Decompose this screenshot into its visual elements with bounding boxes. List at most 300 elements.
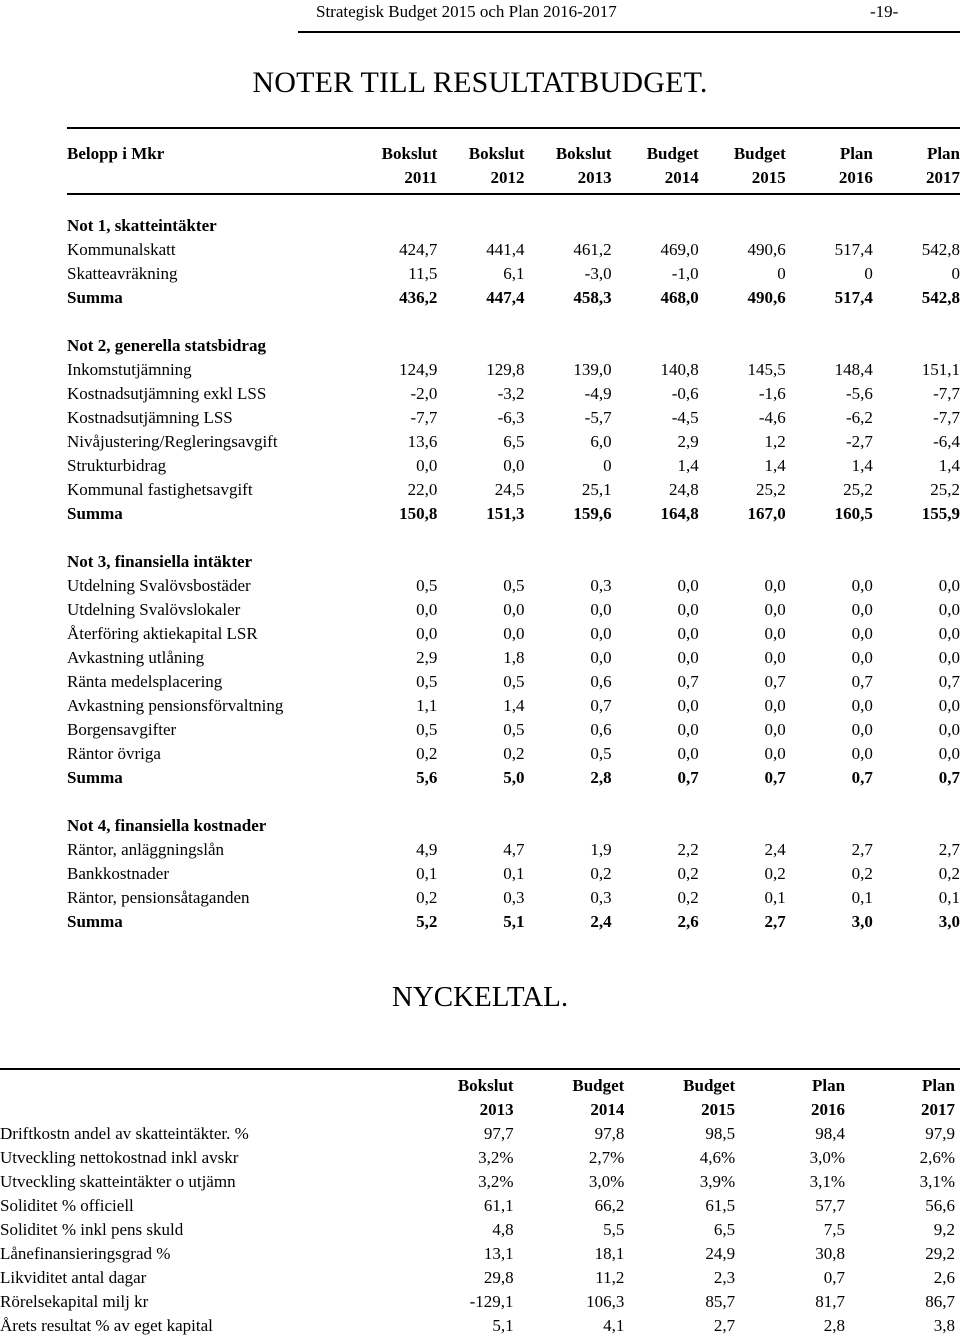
row-value: 0,5 [416,576,438,595]
row-value: 490,6 [747,240,786,259]
row-value: 0,0 [764,576,786,595]
row-label: Strukturbidrag [67,456,167,475]
row-label: Borgensavgifter [67,720,177,739]
row-value: 0,2 [938,864,960,883]
table-row [67,598,960,622]
kpi-value: 86,7 [925,1292,955,1311]
row-value: 0,2 [677,864,699,883]
kpi-value: 3,1% [809,1172,846,1191]
kpi-row [0,1314,955,1338]
kpi-value: 3,9% [699,1172,736,1191]
row-value: 6,1 [503,264,525,283]
row-value: 0 [864,264,873,283]
row-value: 0,0 [677,576,699,595]
row-value: 0,0 [677,600,699,619]
kpi-value: 98,5 [705,1124,736,1143]
row-label: Räntor, pensionsåtaganden [67,888,250,907]
spacer [67,790,350,814]
row-value: 0,7 [764,672,786,691]
section-title-row [67,814,960,838]
sum-row [67,766,960,790]
sum-value: 155,9 [921,504,960,523]
row-value: 0,0 [851,648,873,667]
kpi-value: 4,6% [699,1148,736,1167]
row-value: -6,4 [933,432,960,451]
row-label: Räntor övriga [67,744,161,763]
kpi-value: 66,2 [594,1196,625,1215]
row-value: 0,0 [503,624,525,643]
row-value: 0,0 [764,744,786,763]
section-title: Not 4, finansiella kostnader [67,816,267,835]
kpi-label: Likviditet antal dagar [0,1268,147,1287]
row-value: 0,0 [677,720,699,739]
sum-value: 436,2 [399,288,438,307]
kpi-row [0,1218,955,1242]
kpi-top-rule [0,1068,960,1070]
row-value: 461,2 [573,240,612,259]
row-value: 0 [951,264,960,283]
row-value: 0,0 [416,456,438,475]
kpi-value: 97,9 [925,1124,955,1143]
sum-value: 150,8 [399,504,438,523]
row-label: Avkastning utlåning [67,648,205,667]
row-label: Kommunalskatt [67,240,176,259]
section-title: Not 1, skatteintäkter [67,216,217,235]
kpi-value: 2,7% [588,1148,625,1167]
table-row [67,262,960,286]
row-value: 0,1 [764,888,786,907]
kpi-column-year: 2013 [479,1100,514,1119]
row-value: 0,0 [938,648,960,667]
row-value: 1,1 [416,696,438,715]
table-row [67,886,960,910]
sum-label: Summa [67,504,123,523]
spacer [67,190,350,214]
row-value: 0,5 [416,720,438,739]
kpi-value: 2,6% [919,1148,955,1167]
column-year: 2014 [664,168,699,187]
kpi-header-row [0,1074,955,1098]
row-value: 0,2 [677,888,699,907]
row-value: 1,8 [503,648,525,667]
column-header: Plan [839,144,873,163]
row-value: -3,0 [584,264,612,283]
section-title-row [67,214,960,238]
kpi-column-year: 2014 [590,1100,625,1119]
sum-value: 159,6 [573,504,612,523]
sum-value: 542,8 [921,288,960,307]
row-value: -7,7 [410,408,438,427]
kpi-value: 9,2 [933,1220,955,1239]
row-label: Bankkostnader [67,864,169,883]
spacer-row [67,190,960,214]
row-value: 0,7 [677,672,699,691]
row-value: -1,6 [758,384,786,403]
table-row [67,718,960,742]
section-title: Not 3, finansiella intäkter [67,552,253,571]
row-value: 0,0 [764,696,786,715]
row-value: 0,3 [590,576,612,595]
kpi-value: 57,7 [815,1196,846,1215]
kpi-row [0,1170,955,1194]
row-label: Räntor, anläggningslån [67,840,225,859]
row-value: 1,9 [590,840,612,859]
table-top-rule [67,127,960,129]
table-row [67,382,960,406]
row-value: 0,1 [416,864,438,883]
row-value: 0,7 [851,672,873,691]
kpi-label: Lånefinansieringsgrad % [0,1244,171,1263]
row-value: 469,0 [660,240,699,259]
row-value: 0,0 [851,624,873,643]
kpi-label: Soliditet % inkl pens skuld [0,1220,184,1239]
row-value: 24,5 [494,480,525,499]
row-value: 140,8 [660,360,699,379]
section-title-row [67,550,960,574]
table-row [67,622,960,646]
kpi-column-header: Plan [811,1076,846,1095]
row-value: 0,3 [590,888,612,907]
spacer-row [67,790,960,814]
row-value: 129,8 [486,360,525,379]
kpi-value: 97,8 [594,1124,625,1143]
table-row [67,238,960,262]
kpi-value: 4,1 [603,1316,625,1335]
kpi-value: 2,6 [933,1268,955,1287]
kpi-value: 11,2 [595,1268,625,1287]
kpi-label: Utveckling nettokostnad inkl avskr [0,1148,239,1167]
kpi-value: 61,1 [483,1196,514,1215]
kpi-value: 29,8 [483,1268,514,1287]
kpi-column-header: Budget [683,1076,736,1095]
row-label: Utdelning Svalövslokaler [67,600,241,619]
column-year: 2017 [926,168,960,187]
row-value: 2,9 [416,648,438,667]
row-value: 0,5 [590,744,612,763]
kpi-column-header: Budget [572,1076,625,1095]
column-header: Bokslut [468,144,525,163]
table-row [67,478,960,502]
column-header: Budget [646,144,699,163]
sum-row [67,286,960,310]
sum-value: 0,7 [677,768,699,787]
row-value: 139,0 [573,360,612,379]
row-value: 1,4 [938,456,960,475]
header-title: Strategisk Budget 2015 och Plan 2016-2017 [316,2,617,21]
row-value: 6,0 [590,432,612,451]
row-value: 2,2 [677,840,699,859]
row-value: 0,0 [416,624,438,643]
row-value: 0,6 [590,672,612,691]
kpi-row [0,1146,955,1170]
sum-value: 0,7 [851,768,873,787]
kpi-value: 2,8 [823,1316,846,1335]
row-value: 25,2 [756,480,786,499]
row-value: 22,0 [407,480,438,499]
spacer-row [67,310,960,334]
kpi-value: 2,3 [713,1268,736,1287]
row-label: Nivåjustering/Regleringsavgift [67,432,278,451]
row-value: 0,0 [851,696,873,715]
row-value: 0,0 [938,744,960,763]
kpi-value: -129,1 [469,1292,514,1311]
row-value: 0,0 [503,600,525,619]
kpi-label: Årets resultat % av eget kapital [0,1316,213,1335]
sum-value: 468,0 [660,288,699,307]
kpi-column-year: 2016 [811,1100,846,1119]
sum-row [67,502,960,526]
sum-value: 490,6 [747,288,786,307]
row-value: 2,4 [764,840,786,859]
kpi-value: 3,8 [933,1316,955,1335]
row-value: 0,2 [416,744,438,763]
row-value: 0,7 [938,672,960,691]
row-value: -6,2 [845,408,873,427]
row-value: 0,0 [590,624,612,643]
kpi-value: 6,5 [713,1220,736,1239]
row-value: 0,0 [938,624,960,643]
section-title: Not 2, generella statsbidrag [67,336,266,355]
sum-value: 2,6 [677,912,699,931]
row-value: 0,7 [590,696,612,715]
row-label: Kommunal fastighetsavgift [67,480,253,499]
row-value: 0,0 [938,696,960,715]
row-value: 0 [603,456,612,475]
sum-value: 0,7 [938,768,960,787]
row-value: 0,2 [764,864,786,883]
row-value: -4,9 [584,384,612,403]
table-row [67,862,960,886]
row-value: -3,2 [497,384,525,403]
row-value: 0,0 [590,600,612,619]
row-value: -0,6 [671,384,699,403]
kpi-header-blank [0,1074,399,1098]
row-value: 0,0 [764,720,786,739]
table-row [67,838,960,862]
kpi-value: 24,9 [705,1244,736,1263]
table-row [67,358,960,382]
sum-value: 5,0 [503,768,525,787]
sum-label: Summa [67,912,123,931]
kpi-value: 2,7 [713,1316,736,1335]
row-label: Ränta medelsplacering [67,672,223,691]
kpi-value: 56,6 [925,1196,955,1215]
sum-value: 3,0 [938,912,960,931]
sum-value: 160,5 [834,504,873,523]
kpi-title: NYCKELTAL. [391,981,569,1013]
kpi-value: 3,1% [919,1172,955,1191]
sum-value: 517,4 [834,288,873,307]
row-value: -4,5 [671,408,699,427]
column-year: 2013 [577,168,612,187]
sum-value: 5,1 [503,912,525,931]
row-value: 0,0 [677,696,699,715]
row-value: 25,2 [930,480,960,499]
sum-value: 167,0 [747,504,786,523]
sum-value: 447,4 [486,288,525,307]
row-value: -2,0 [410,384,438,403]
row-value: 0,0 [938,720,960,739]
row-value: -6,3 [497,408,525,427]
sum-value: 5,2 [416,912,438,931]
table-row [67,454,960,478]
kpi-value: 4,8 [492,1220,514,1239]
kpi-value: 3,2% [478,1148,514,1167]
kpi-label: Utveckling skatteintäkter o utjämn [0,1172,236,1191]
kpi-value: 5,1 [492,1316,514,1335]
sum-row [67,910,960,934]
sum-value: 3,0 [851,912,873,931]
row-value: 1,4 [851,456,873,475]
row-value: -5,6 [845,384,873,403]
sum-label: Summa [67,768,123,787]
sum-value: 5,6 [416,768,438,787]
row-value: 25,1 [581,480,612,499]
kpi-row [0,1290,955,1314]
row-value: 0,2 [416,888,438,907]
row-value: 6,5 [503,432,525,451]
row-value: 0,0 [851,744,873,763]
results-notes-table [67,142,960,934]
row-value: 0,0 [764,648,786,667]
table-row [67,406,960,430]
column-year: 2011 [404,168,438,187]
row-label: Skatteavräkning [67,264,178,283]
row-value: 25,2 [843,480,873,499]
row-value: 0,1 [938,888,960,907]
row-value: 0,0 [503,456,525,475]
kpi-value: 13,1 [483,1244,514,1263]
sum-value: 0,7 [764,768,786,787]
kpi-column-header: Bokslut [457,1076,514,1095]
row-label: Avkastning pensionsförvaltning [67,696,284,715]
row-value: 0,0 [590,648,612,667]
kpi-value: 98,4 [815,1124,846,1143]
table-row [67,742,960,766]
row-value: 0,2 [503,744,525,763]
table-row [67,694,960,718]
spacer [67,310,350,334]
column-header: Bokslut [555,144,612,163]
kpi-value: 5,5 [603,1220,625,1239]
column-header: Plan [926,144,960,163]
row-value: 124,9 [399,360,438,379]
row-value: 0,2 [590,864,612,883]
kpi-label: Driftkostn andel av skatteintäkter. % [0,1124,249,1143]
row-value: 2,7 [938,840,960,859]
row-value: 0,0 [938,576,960,595]
row-value: 0,1 [851,888,873,907]
row-value: 0,6 [590,720,612,739]
kpi-header-blank [0,1098,399,1122]
kpi-value: 30,8 [815,1244,846,1263]
kpi-value: 7,5 [823,1220,846,1239]
kpi-value: 106,3 [586,1292,625,1311]
row-value: 13,6 [407,432,438,451]
row-value: 0,0 [677,744,699,763]
row-value: 1,4 [677,456,699,475]
row-label: Utdelning Svalövsbostäder [67,576,251,595]
row-label: Inkomstutjämning [67,360,192,379]
row-value: 542,8 [921,240,960,259]
row-value: 151,1 [921,360,960,379]
kpi-value: 3,0% [588,1172,625,1191]
kpi-value: 0,7 [823,1268,846,1287]
row-value: 0,0 [764,624,786,643]
page-title: NOTER TILL RESULTATBUDGET. [252,66,708,99]
row-value: 11,5 [408,264,438,283]
row-value: 0,5 [503,576,525,595]
row-value: 148,4 [834,360,873,379]
row-value: 0,0 [416,600,438,619]
kpi-value: 85,7 [705,1292,736,1311]
kpi-row [0,1194,955,1218]
column-header: Budget [733,144,786,163]
row-value: 424,7 [399,240,438,259]
kpi-value: 81,7 [815,1292,846,1311]
kpi-header-row [0,1098,955,1122]
sum-value: 151,3 [486,504,525,523]
column-year: 2016 [838,168,873,187]
kpi-value: 3,2% [478,1172,514,1191]
row-value: 0,0 [851,720,873,739]
section-title-row [67,334,960,358]
row-value: 517,4 [834,240,873,259]
row-value: -5,7 [584,408,612,427]
table-row [67,670,960,694]
header-blank [67,166,350,190]
spacer [67,526,350,550]
kpi-row [0,1266,955,1290]
sum-label: Summa [67,288,123,307]
sum-value: 2,7 [764,912,786,931]
row-value: 4,7 [503,840,525,859]
spacer-row [67,526,960,550]
row-label: Kostnadsutjämning exkl LSS [67,384,267,403]
page-header [0,0,960,40]
row-value: 0,5 [503,672,525,691]
table-row [67,574,960,598]
row-value: 0 [777,264,786,283]
kpi-column-year: 2015 [701,1100,736,1119]
row-value: -7,7 [933,408,960,427]
row-value: 145,5 [747,360,786,379]
kpi-column-year: 2017 [921,1100,955,1119]
table-row [67,430,960,454]
kpi-label: Soliditet % officiell [0,1196,134,1215]
kpi-value: 3,0% [809,1148,846,1167]
row-value: 0,2 [851,864,873,883]
column-year: 2012 [490,168,525,187]
kpi-value: 29,2 [925,1244,955,1263]
key-figures-table [0,1074,955,1338]
row-value: 1,4 [503,696,525,715]
table-row [67,646,960,670]
row-value: 2,7 [851,840,873,859]
column-year: 2015 [751,168,786,187]
row-value: 0,0 [851,600,873,619]
row-value: 0,0 [851,576,873,595]
kpi-value: 97,7 [483,1124,514,1143]
row-value: -4,6 [758,408,786,427]
row-value: 0,0 [677,648,699,667]
header-rule [298,31,960,33]
row-value: 0,3 [503,888,525,907]
header-label: Belopp i Mkr [67,144,165,163]
column-header: Bokslut [381,144,438,163]
row-value: 0,1 [503,864,525,883]
row-value: 4,9 [416,840,438,859]
